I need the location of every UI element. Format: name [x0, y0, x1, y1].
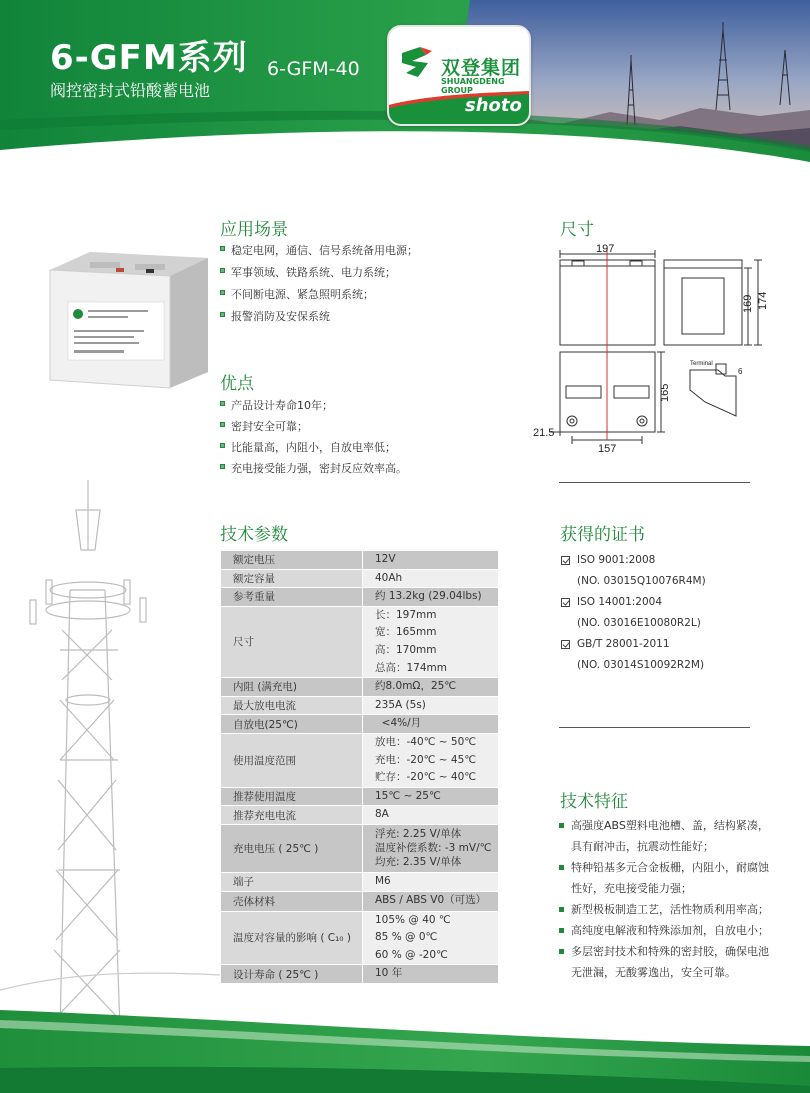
table-row	[221, 551, 499, 570]
table-row	[221, 824, 499, 872]
list-item: (NO. 03014S10092R2M)	[577, 659, 705, 671]
bullet-icon	[220, 422, 225, 427]
dimension-drawing	[530, 240, 770, 455]
company-logo	[387, 25, 531, 126]
series-title: 6-GFM系列	[50, 38, 248, 78]
bullet-icon	[220, 464, 225, 469]
logo-mark-icon	[398, 43, 438, 83]
table-row	[221, 588, 499, 607]
dim-depth-165: 165	[659, 383, 671, 402]
checkbox-icon	[561, 556, 570, 565]
spec-key: 参考重量	[221, 588, 363, 607]
applications-list	[220, 242, 418, 330]
list-item: ISO 14001:2004	[561, 592, 706, 613]
list-item: 高强度ABS塑料电池槽、盖，结构紧凑，具有耐冲击，抗震动性能好；	[559, 815, 771, 857]
features-title: 技术特征	[560, 792, 628, 812]
table-row	[221, 715, 499, 734]
specs-title: 技术参数	[220, 525, 288, 545]
spec-value: 15℃ ~ 25℃	[363, 787, 499, 806]
table-row	[221, 965, 499, 984]
advantages-list	[220, 397, 407, 481]
list-item: (NO. 03016E10080R2L)	[577, 617, 701, 629]
divider	[559, 727, 750, 728]
list-item: 充电接受能力强，密封反应效率高。	[220, 460, 407, 481]
spec-value: 浮充: 2.25 V/单体 温度补偿系数: -3 mV/℃ 均充: 2.35 V/单体	[363, 824, 499, 872]
spec-key: 设计寿命 ( 25℃ )	[221, 965, 363, 984]
spec-key: 温度对容量的影响 ( C₁₀ )	[221, 911, 363, 965]
table-row	[221, 733, 499, 787]
applications-title: 应用场景	[220, 220, 288, 240]
spec-key: 端子	[221, 872, 363, 891]
list-item: 多层密封技术和特殊的密封胶，确保电池无泄漏，无酸雾逸出，安全可靠。	[559, 941, 771, 983]
footer-band	[0, 990, 810, 1093]
list-item: (NO. 03015Q10076R4M)	[577, 575, 706, 587]
spec-value: 放电：-40℃ ~ 50℃ 充电：-20℃ ~ 45℃ 贮存：-20℃ ~ 40℃	[363, 733, 499, 787]
bullet-icon	[559, 823, 564, 828]
list-item: 稳定电网，通信、信号系统备用电源；	[220, 242, 418, 264]
bullet-icon	[220, 246, 225, 251]
spec-key: 尺寸	[221, 606, 363, 677]
bullet-icon	[220, 268, 225, 273]
spec-key: 内阻 (满充电)	[221, 678, 363, 697]
certificates-title: 获得的证书	[560, 525, 645, 545]
spec-value: 12V	[363, 551, 499, 570]
spec-value: ABS / ABS V0（可选）	[363, 891, 499, 911]
bullet-icon	[220, 312, 225, 317]
spec-value: 105% @ 40 ℃ 85 % @ 0℃ 60 % @ -20℃	[363, 911, 499, 965]
table-row	[221, 606, 499, 677]
table-row	[221, 872, 499, 891]
spec-value: 8A	[363, 806, 499, 825]
spec-key: 推荐使用温度	[221, 787, 363, 806]
bullet-icon	[559, 907, 564, 912]
spec-value: <4%/月	[363, 715, 499, 734]
spec-key: 充电电压 ( 25℃ )	[221, 824, 363, 872]
dim-width-label: 197	[596, 243, 615, 255]
table-row	[221, 891, 499, 911]
spec-key: 最大放电电流	[221, 696, 363, 715]
table-row	[221, 569, 499, 588]
bullet-icon	[559, 928, 564, 933]
spec-key: 自放电(25℃)	[221, 715, 363, 734]
terminal-dim: 6	[738, 367, 743, 376]
spec-value: 约 13.2kg (29.04lbs)	[363, 588, 499, 607]
dim-height-169: 169	[742, 294, 754, 313]
spec-value: 10 年	[363, 965, 499, 984]
spec-value: 235A (5s)	[363, 696, 499, 715]
list-item: 不间断电源、紧急照明系统；	[220, 286, 418, 308]
list-item: GB/T 28001-2011	[561, 634, 706, 655]
dim-offset: 21.5	[533, 427, 555, 439]
certificates-list	[561, 550, 706, 676]
dimensions-title: 尺寸	[560, 220, 594, 240]
list-item: 特种铅基多元合金板栅，内阻小，耐腐蚀性好，充电接受能力强；	[559, 857, 771, 899]
bullet-icon	[220, 443, 225, 448]
logo-name-en: SHUANGDENG GROUP	[441, 77, 505, 95]
spec-key: 额定电压	[221, 551, 363, 570]
checkbox-icon	[561, 640, 570, 649]
spec-key: 额定容量	[221, 569, 363, 588]
advantages-title: 优点	[220, 374, 254, 394]
list-item: 报警消防及安保系统	[220, 308, 418, 330]
spec-table	[220, 550, 499, 984]
list-item: 比能量高，内阻小，自放电率低；	[220, 439, 407, 460]
bullet-icon	[559, 949, 564, 954]
spec-value: 40Ah	[363, 569, 499, 588]
list-item: 高纯度电解液和特殊添加剂，自放电小；	[559, 920, 771, 941]
table-row	[221, 787, 499, 806]
spec-key: 使用温度范围	[221, 733, 363, 787]
tower-background	[0, 470, 220, 1030]
dim-height-174: 174	[757, 291, 769, 310]
table-row	[221, 806, 499, 825]
header-banner	[0, 0, 810, 178]
list-item: 密封安全可靠；	[220, 418, 407, 439]
dim-bottom-157: 157	[598, 443, 617, 455]
table-row	[221, 678, 499, 697]
checkbox-icon	[561, 598, 570, 607]
logo-brand: shoto	[465, 95, 522, 116]
features-list	[559, 815, 771, 983]
list-item: 产品设计寿命10年；	[220, 397, 407, 418]
terminal-label: Terminal	[690, 361, 713, 367]
bullet-icon	[220, 290, 225, 295]
spec-value: 长：197mm 宽：165mm 高：170mm 总高：174mm	[363, 606, 499, 677]
bullet-icon	[220, 401, 225, 406]
bullet-icon	[559, 865, 564, 870]
spec-value: M6	[363, 872, 499, 891]
series-subtitle: 阀控密封式铅酸蓄电池	[50, 81, 211, 100]
divider	[559, 482, 750, 483]
battery-photo	[30, 240, 210, 390]
table-row	[221, 696, 499, 715]
model-number: 6-GFM-40	[267, 58, 360, 80]
list-item: 军事领域、铁路系统、电力系统；	[220, 264, 418, 286]
spec-value: 约8.0mΩ，25℃	[363, 678, 499, 697]
list-item: 新型极板制造工艺，活性物质利用率高；	[559, 899, 771, 920]
table-row	[221, 911, 499, 965]
spec-key: 推荐充电电流	[221, 806, 363, 825]
list-item: ISO 9001:2008	[561, 550, 706, 571]
spec-key: 壳体材料	[221, 891, 363, 911]
logo-name-cn: 双登集团	[441, 57, 522, 79]
